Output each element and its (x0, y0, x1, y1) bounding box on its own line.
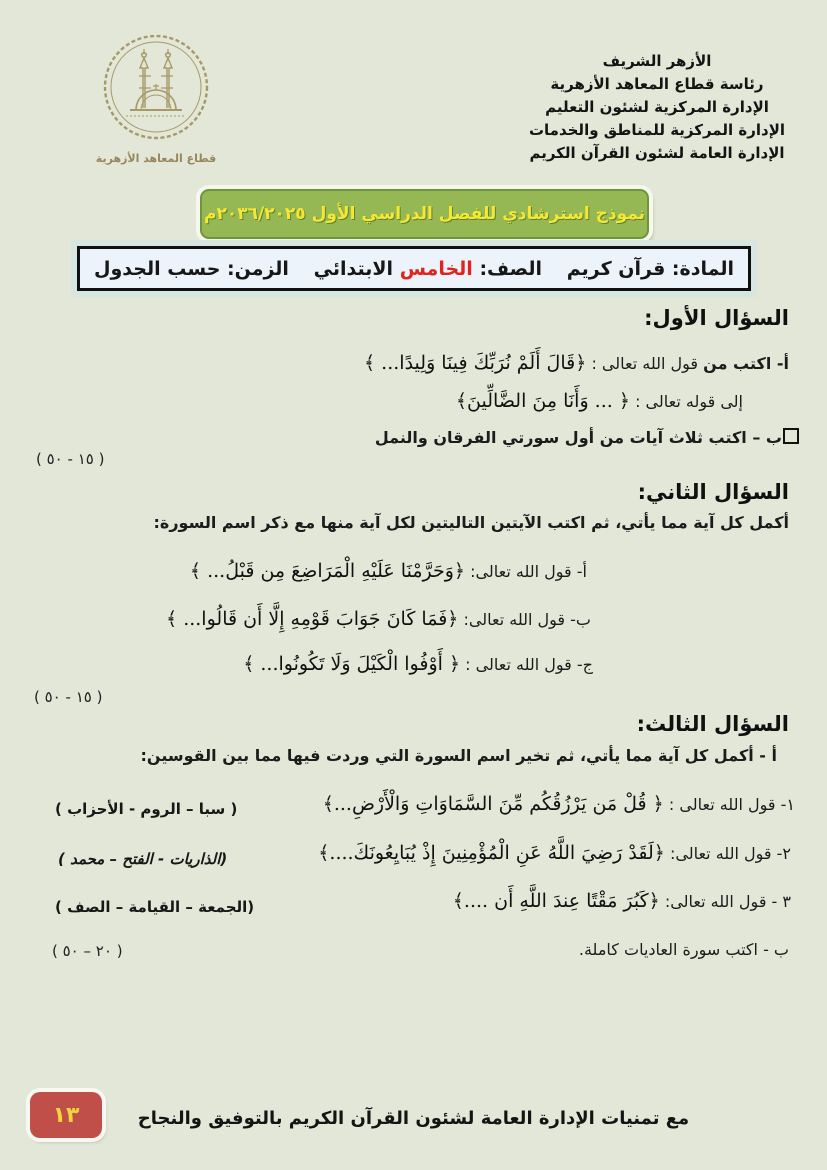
time-field (94, 258, 289, 280)
subject-field (567, 258, 734, 280)
header-line: الإدارة المركزية للمناطق والخدمات (528, 121, 786, 139)
logo-caption: قطاع المعاهد الأزهرية (95, 152, 217, 165)
subject-label: المادة: (671, 257, 734, 280)
q3-1-quran-verse: ﴿ قُلْ مَن يَرْزُقُكُم مِّنَ السَّمَاوَاتِ وَالْأَرْضِ...﴾ (322, 793, 664, 815)
q3-3-label: ٣ - قول الله تعالى: (664, 892, 791, 911)
q1a-quran-verse: ﴿قَالَ أَلَمْ نُرَبِّكَ فِينَا وَلِيدًا... ﴾ (364, 352, 587, 374)
q3-2-quran-verse: ﴿لَقَدْ رَضِيَ اللَّهُ عَنِ الْمُؤْمِنِينَ إِذْ يُبَايِعُونَكَ....﴾ (318, 842, 665, 864)
empty-checkbox-icon (783, 428, 799, 444)
q2b-label: ب- قول الله تعالى: (463, 610, 591, 629)
mosque-seal-icon (96, 30, 216, 150)
question1-part-b (375, 428, 799, 447)
question3-item-3 (453, 890, 791, 912)
q2a-label: أ- قول الله تعالى: (470, 562, 587, 581)
q3-1-label: ١- قول الله تعالى : (668, 795, 795, 814)
question3-item-1 (323, 793, 795, 815)
grade-value-rest: الابتدائي (313, 257, 394, 280)
q2b-quran-verse: ﴿فَمَا كَانَ جَوَابَ قَوْمِهِ إِلَّا أَن قَالُوا... ﴾ (166, 608, 459, 630)
question2-instruction: أكمل كل آية مما يأتي، ثم اكتب الآيتين التاليتين لكل آية منها مع ذكر اسم السورة: (153, 513, 789, 532)
official-header (517, 50, 797, 165)
question3-marks: ( ٢٠ – ٥٠ ) (52, 942, 123, 960)
exam-model-banner (200, 189, 649, 239)
q3-2-label: ٢- قول الله تعالى: (669, 844, 791, 863)
q1a-prefix: أ- اكتب من (703, 354, 789, 373)
question1-title: السؤال الأول: (644, 306, 789, 330)
page-number: ١٣ (52, 1102, 80, 1128)
question2-title: السؤال الثاني: (637, 480, 789, 504)
q1b-text: ب – اكتب ثلاث آيات من أول سورتي الفرقان والنمل (374, 428, 782, 447)
question2-marks: ( ١٥ - ٥٠ ) (34, 688, 103, 706)
question2-item-b (166, 608, 591, 630)
time-label: الزمن: (227, 257, 289, 280)
q3-2-options: (الذاريات - الفتح – محمد ) (58, 850, 228, 868)
q3-1-options: ( سبا – الروم - الأحزاب ) (55, 800, 238, 818)
subject-info-box (77, 246, 751, 291)
header-line: الإدارة العامة لشئون القرآن الكريم (529, 144, 785, 162)
banner-title: نموذج استرشادي للفصل الدراسي الأول ٢٠٣٦/٢٠٢٥م (204, 204, 646, 224)
q2c-quran-verse: ﴿ أَوْفُوا الْكَيْلَ وَلَا تَكُونُوا... ﴾ (243, 653, 461, 675)
question1-part-a (364, 352, 789, 374)
question3-item-2 (318, 842, 791, 864)
question2-item-a (190, 560, 587, 582)
question1-part-a-end (456, 390, 743, 412)
question3-part-b: ب - اكتب سورة العاديات كاملة. (578, 940, 789, 959)
azhar-seal-logo (84, 30, 228, 165)
q1-to-quran-verse: ﴿ ... وَأَنَا مِنَ الضَّالِّينَ﴾ (455, 390, 630, 412)
question3-instruction: أ - أكمل كل آية مما يأتي، ثم تخير اسم السورة التي وردت فيها مما بين القوسين: (140, 746, 777, 765)
q2a-quran-verse: ﴿وَحَرَّمْنَا عَلَيْهِ الْمَرَاضِعَ مِن قَبْلُ... ﴾ (189, 560, 466, 582)
q1-to-label: إلى قوله تعالى : (635, 392, 743, 411)
q1a-label: قول الله تعالى : (591, 354, 704, 373)
grade-label: الصف: (479, 257, 543, 280)
grade-field (314, 258, 542, 280)
q3-3-quran-verse: ﴿كَبُرَ مَقْتًا عِندَ اللَّهِ أَن ....﴾ (452, 890, 660, 912)
q3-3-options: (الجمعة – القيامة – الصف ) (55, 898, 255, 916)
question1-marks: ( ١٥ - ٥٠ ) (36, 450, 105, 468)
header-line: الإدارة المركزية لشئون التعليم (545, 98, 769, 116)
grade-value-highlight: الخامس (399, 257, 473, 280)
question3-title: السؤال الثالث: (636, 712, 789, 736)
header-line: الأزهر الشريف (602, 52, 712, 70)
q2c-label: ج- قول الله تعالى : (465, 655, 593, 674)
header-line: رئاسة قطاع المعاهد الأزهرية (550, 75, 764, 93)
time-value: حسب الجدول (94, 257, 221, 280)
subject-value: قرآن كريم (566, 257, 666, 280)
footer-wish-text: مع تمنيات الإدارة العامة لشئون القرآن الكريم بالتوفيق والنجاح (137, 1108, 690, 1129)
question2-item-c (243, 653, 593, 675)
